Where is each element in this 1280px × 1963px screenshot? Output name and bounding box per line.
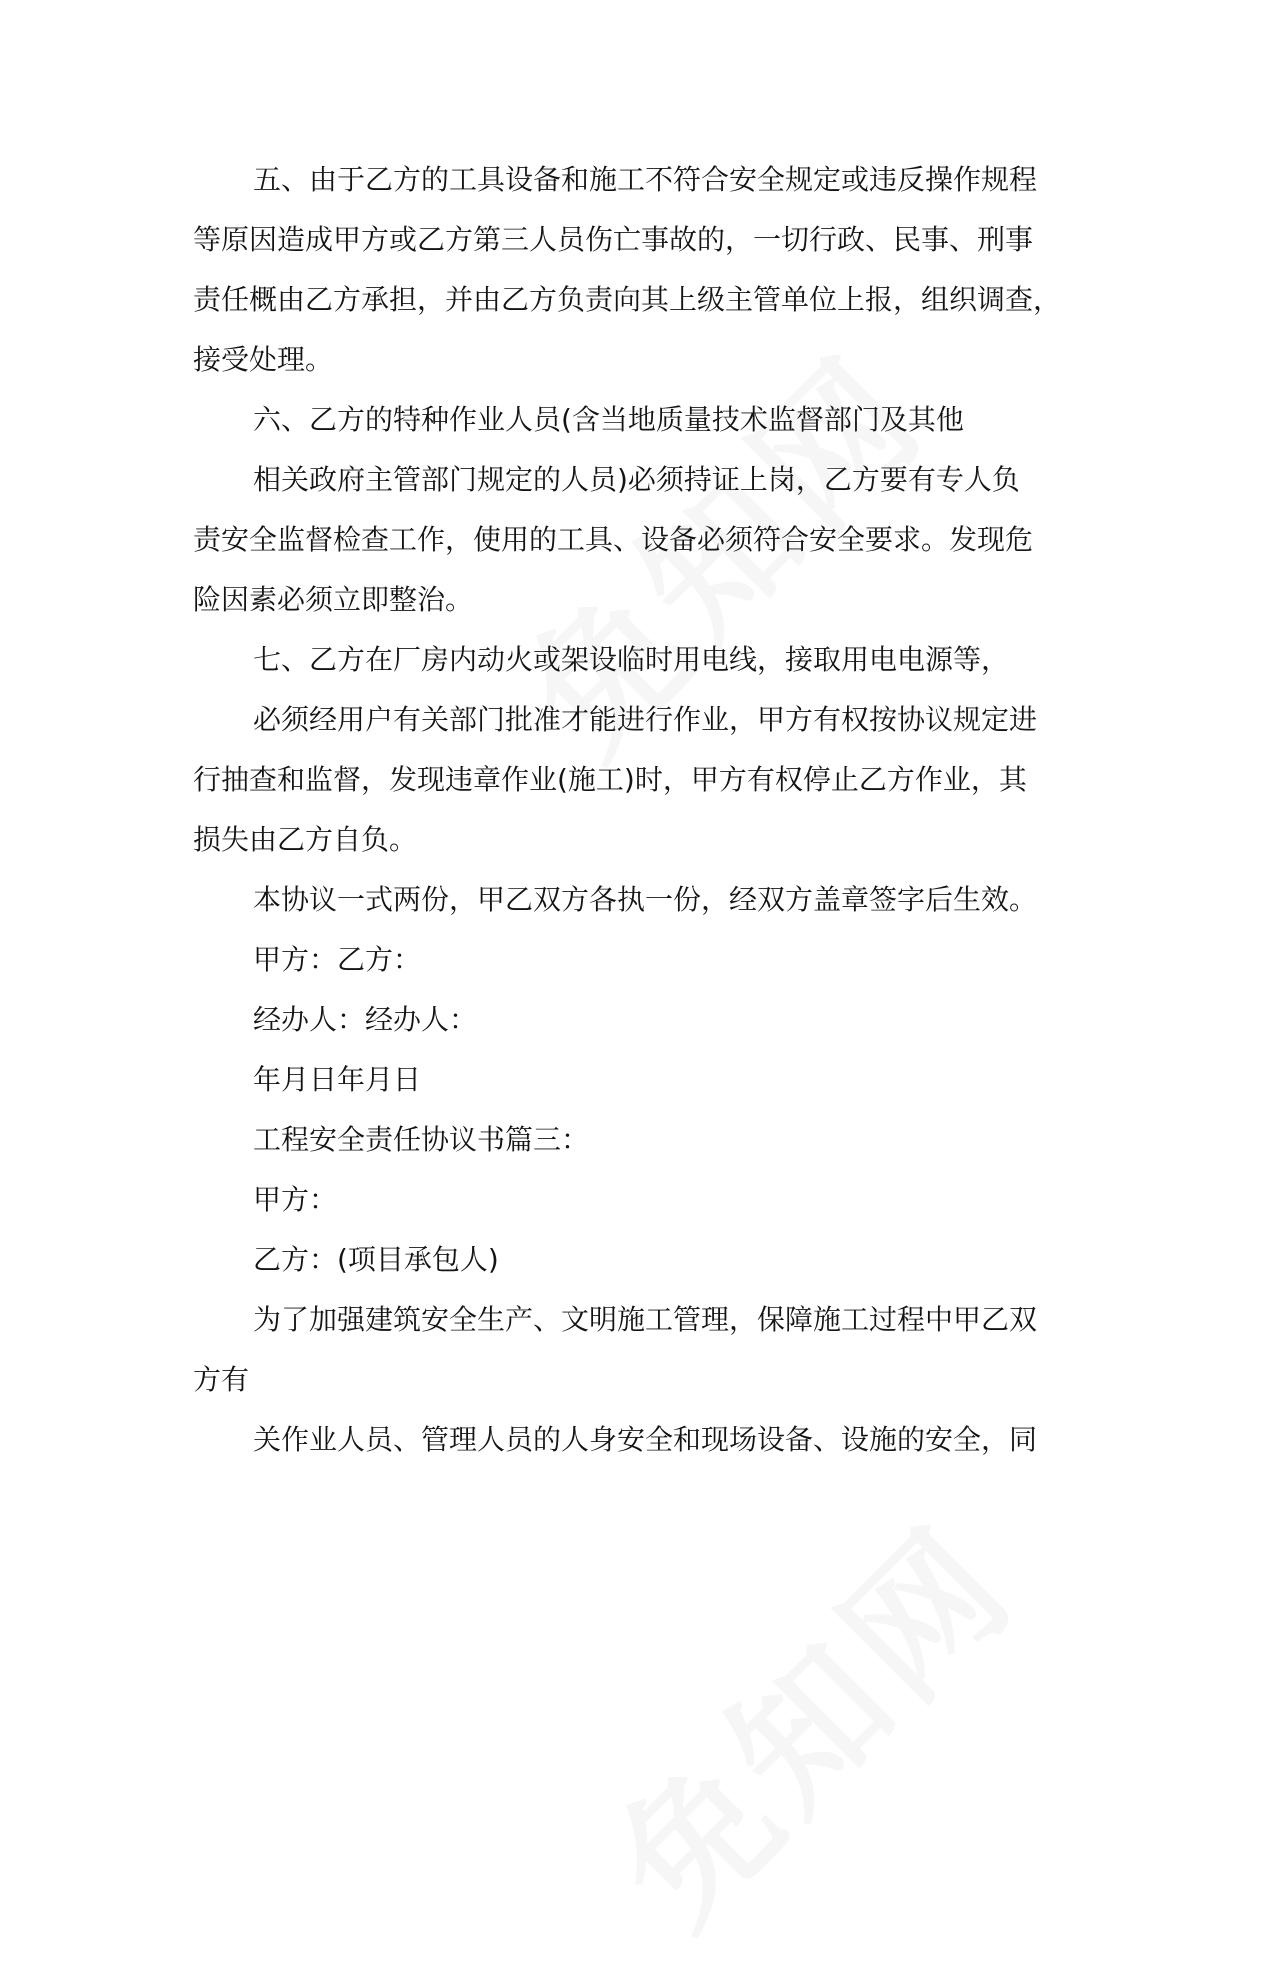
signature-parties: 甲方：乙方： bbox=[253, 943, 422, 976]
paragraph-six-line: 责安全监督检查工作，使用的工具、设备必须符合安全要求。发现危 bbox=[193, 523, 1034, 556]
paragraph-five-line: 责任概由乙方承担，并由乙方负责向其上级主管单位上报，组织调查， bbox=[193, 283, 1062, 316]
paragraph-five-line: 接受处理。 bbox=[193, 343, 334, 376]
paragraph-seven-line: 必须经用户有关部门批准才能进行作业，甲方有权按协议规定进 bbox=[253, 703, 1038, 736]
party-b-label: 乙方：(项目承包人) bbox=[253, 1243, 499, 1276]
paragraph-seven-line: 七、乙方在厂房内动火或架设临时用电线，接取用电电源等， bbox=[253, 643, 1010, 676]
watermark bbox=[560, 1471, 1052, 1963]
closing-statement: 本协议一式两份，甲乙双方各执一份，经双方盖章签字后生效。 bbox=[253, 883, 1038, 916]
paragraph-five-line: 五、由于乙方的工具设备和施工不符合安全规定或违反操作规程 bbox=[253, 163, 1038, 196]
signature-handlers: 经办人：经办人： bbox=[253, 1003, 478, 1036]
paragraph-six-line: 相关政府主管部门规定的人员)必须持证上岗，乙方要有专人负 bbox=[253, 463, 1020, 496]
paragraph-seven-line: 损失由乙方自负。 bbox=[193, 823, 418, 856]
signature-dates: 年月日年月日 bbox=[253, 1063, 422, 1096]
paragraph-seven-line: 行抽查和监督，发现违章作业(施工)时，甲方有权停止乙方作业，其 bbox=[193, 763, 1027, 796]
intro-paragraph-line: 关作业人员、管理人员的人身安全和现场设备、设施的安全，同 bbox=[253, 1423, 1038, 1456]
paragraph-six-line: 六、乙方的特种作业人员(含当地质量技术监督部门及其他 bbox=[253, 403, 964, 436]
section-heading: 工程安全责任协议书篇三： bbox=[253, 1123, 590, 1156]
paragraph-five-line: 等原因造成甲方或乙方第三人员伤亡事故的，一切行政、民事、刑事 bbox=[193, 223, 1034, 256]
intro-paragraph-line: 方有 bbox=[193, 1363, 250, 1396]
party-a-label: 甲方： bbox=[253, 1183, 338, 1216]
paragraph-six-line: 险因素必须立即整治。 bbox=[193, 583, 474, 616]
intro-paragraph-line: 为了加强建筑安全生产、文明施工管理，保障施工过程中甲乙双 bbox=[253, 1303, 1038, 1336]
